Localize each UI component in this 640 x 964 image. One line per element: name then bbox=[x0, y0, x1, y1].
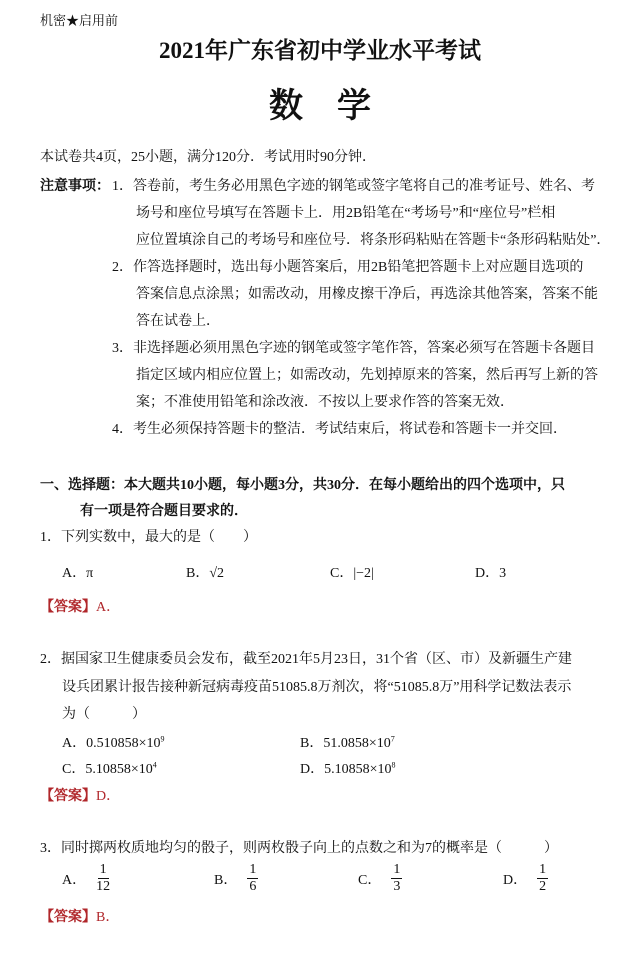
q3-option-d: D． $\frac{1}{2}$ bbox=[503, 862, 547, 894]
answer-label: 【答案】 bbox=[40, 600, 96, 615]
q2-option-c: C．$5.10858\times 10^4$ bbox=[62, 760, 157, 777]
section-heading: 一、选择题：本大题共10小题，每小题3分，共30分．在每小题给出的四个选项中，只 bbox=[40, 478, 565, 493]
exam-title: 2021年广东省初中学业水平考试 bbox=[159, 38, 481, 63]
notes-label: 注意事项： bbox=[40, 179, 110, 194]
q1-option-a: A．π bbox=[62, 566, 94, 581]
q3-option-b: B． $\frac{1}{6}$ bbox=[214, 862, 257, 894]
note-line: 4．考生必须保持答题卡的整洁．考试结束后，将试卷和答题卡一并交回． bbox=[112, 422, 567, 437]
q1-answer: 【答案】A． bbox=[40, 600, 121, 615]
q3-option-a: A． $\frac{1}{12}$ bbox=[62, 862, 111, 894]
note-line: 场号和座位号填写在答题卡上．用2B铅笔在“考场号”和“座位号”栏相 bbox=[136, 206, 556, 221]
q2-option-a: A．$0.510858\times 10^9$ bbox=[62, 734, 165, 751]
q2-stem-line1: 2．据国家卫生健康委员会发布，截至2021年5月23日，31个省（区、市）及新疆生产建 bbox=[40, 652, 572, 667]
note-line: 答在试卷上． bbox=[136, 314, 220, 329]
note-line: 应位置填涂自己的考场号和座位号．将条形码粘贴在答题卡“条形码粘贴处”． bbox=[136, 233, 611, 248]
q1-option-b: B．√2 bbox=[186, 566, 225, 581]
q2-answer: 【答案】D． bbox=[40, 789, 121, 804]
q1-stem: 1．下列实数中，最大的是（ ） bbox=[40, 530, 257, 545]
intro-text: 本试卷共4页，25小题，满分120分．考试用时90分钟． bbox=[40, 150, 376, 165]
q2-stem-line3: 为（ ） bbox=[62, 707, 146, 722]
q2-stem-line2: 设兵团累计报告接种新冠病毒疫苗51085.8万剂次，将“51085.8万”用科学记数法表示 bbox=[62, 680, 572, 695]
q2-option-d: D．$5.10858\times 10^8$ bbox=[300, 760, 396, 777]
note-line: 2．作答选择题时，选出每小题答案后，用2B铅笔把答题卡上对应题目选项的 bbox=[112, 260, 584, 275]
q3-option-c: C． $\frac{1}{3}$ bbox=[358, 862, 401, 894]
q3-stem: 3．同时掷两枚质地均匀的骰子，则两枚骰子向上的点数之和为7的概率是（ ） bbox=[40, 841, 558, 856]
q2-option-b: B．$51.0858\times 10^7$ bbox=[300, 734, 395, 751]
q3-answer: 【答案】B． bbox=[40, 910, 120, 925]
q1-option-c: C．|−2| bbox=[330, 566, 374, 581]
confidential-label: 机密★启用前 bbox=[40, 13, 119, 28]
section-heading-cont: 有一项是符合题目要求的． bbox=[80, 504, 248, 519]
note-line: 指定区域内相应位置上；如需改动，先划掉原来的答案，然后再写上新的答 bbox=[136, 368, 598, 383]
subject-title: 数 学 bbox=[269, 88, 371, 125]
note-line: 答案信息点涂黑；如需改动，用橡皮擦干净后，再选涂其他答案，答案不能 bbox=[136, 287, 598, 302]
q1-option-d: D．3 bbox=[475, 566, 507, 581]
note-line: 案；不准使用铅笔和涂改液．不按以上要求作答的答案无效． bbox=[136, 395, 514, 410]
note-line: 3．非选择题必须用黑色字迹的钢笔或签字笔作答，答案必须写在答题卡各题目 bbox=[112, 341, 595, 356]
note-line: 1．答卷前，考生务必用黑色字迹的钢笔或签字笔将自己的准考证号、姓名、考 bbox=[112, 179, 595, 194]
